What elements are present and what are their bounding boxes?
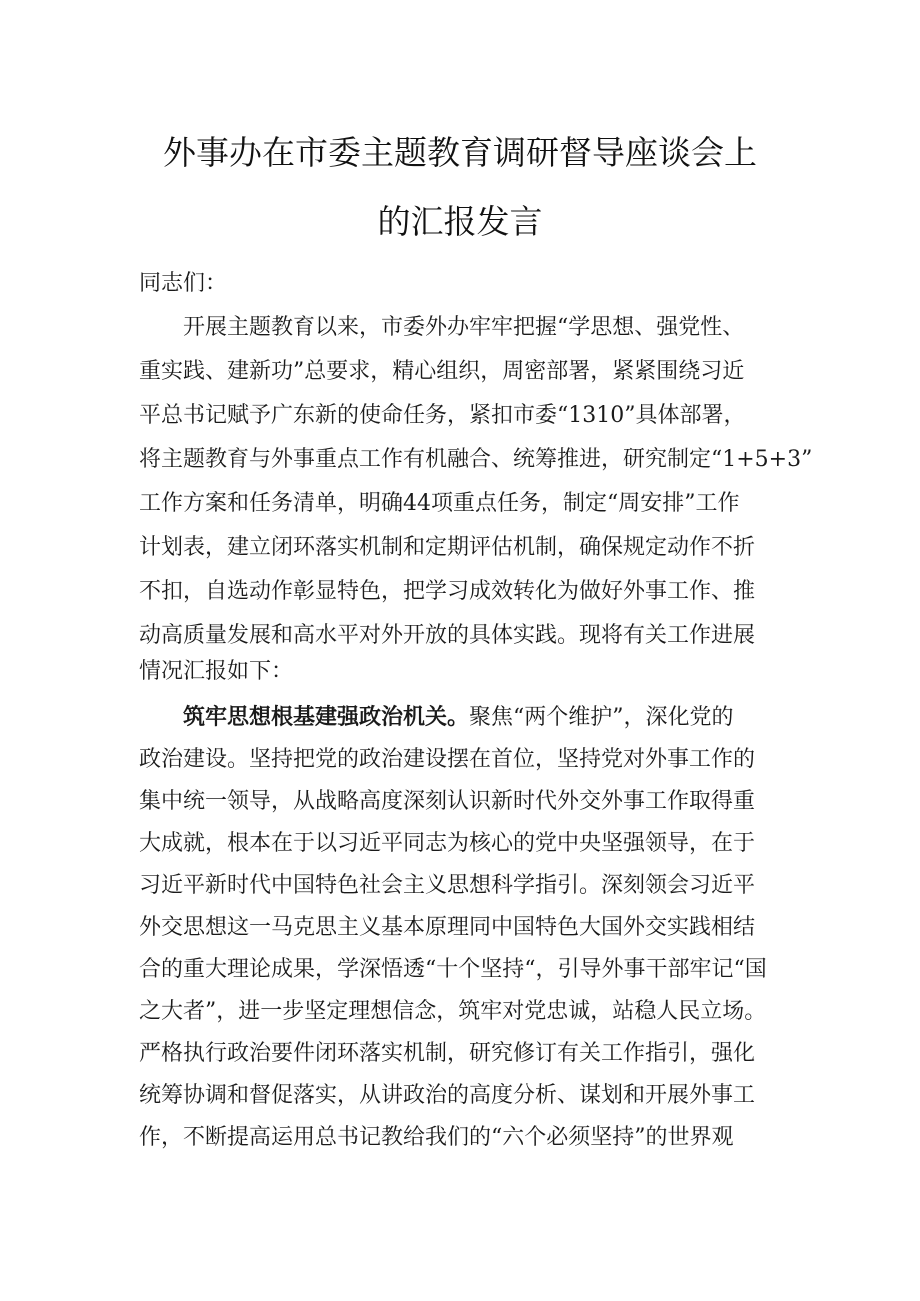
paragraph-1-line: 情况汇报如下： bbox=[139, 659, 294, 684]
paragraph-1-line: 重实践、建新功”总要求，精心组织，周密部署，紧紧围绕习近 bbox=[139, 359, 745, 384]
paragraph-1-line: 平总书记赋予广东新的使命任务，紧扣市委“1310”具体部署， bbox=[139, 403, 746, 428]
paragraph-2-line: 严格执行政治要件闭环落实机制，研究修订有关工作指引，强化 bbox=[139, 1041, 756, 1066]
paragraph-2-first-line bbox=[183, 698, 799, 738]
document-title-line-1: 外事办在市委主题教育调研督导座谈会上 bbox=[163, 133, 757, 172]
paragraph-2-line: 政治建设。坚持把党的政治建设摆在首位，坚持党对外事工作的 bbox=[139, 747, 756, 772]
paragraph-2-first-line-text: 聚焦“两个维护”，深化党的 bbox=[469, 705, 734, 730]
document-title-line-2: 的汇报发言 bbox=[377, 202, 543, 241]
paragraph-2-line: 合的重大理论成果，学深悟透“十个坚持“，引导外事干部牢记“国 bbox=[139, 957, 767, 982]
paragraph-2-line: 作，不断提高运用总书记教给我们的“六个必须坚持”的世界观 bbox=[139, 1125, 734, 1150]
paragraph-2-line: 集中统一领导，从战略高度深刻认识新时代外交外事工作取得重 bbox=[139, 789, 756, 814]
paragraph-2-line: 统筹协调和督促落实，从讲政治的高度分析、谋划和开展外事工 bbox=[139, 1083, 756, 1108]
paragraph-1-line: 动高质量发展和高水平对外开放的具体实践。现将有关工作进展 bbox=[139, 623, 756, 648]
salutation: 同志们： bbox=[139, 271, 228, 296]
paragraph-1-line: 工作方案和任务清单，明确44项重点任务，制定“周安排”工作 bbox=[139, 491, 740, 516]
paragraph-2-line: 大成就，根本在于以习近平同志为核心的党中央坚强领导，在于 bbox=[139, 831, 756, 856]
paragraph-2-line: 之大者”，进一步坚定理想信念，筑牢对党忠诚，站稳人民立场。 bbox=[139, 999, 767, 1024]
paragraph-2-line: 外交思想这一马克思主义基本原理同中国特色大国外交实践相结 bbox=[139, 915, 756, 940]
paragraph-1-line: 计划表，建立闭环落实机制和定期评估机制，确保规定动作不折 bbox=[139, 535, 756, 560]
paragraph-2-heading: 筑牢思想根基建强政治机关。 bbox=[183, 705, 470, 730]
paragraph-2-line: 习近平新时代中国特色社会主义思想科学指引。深刻领会习近平 bbox=[139, 873, 756, 898]
paragraph-1-line: 将主题教育与外事重点工作有机融合、统筹推进，研究制定“1+5+3” bbox=[139, 447, 813, 472]
paragraph-1-line: 不扣，自选动作彰显特色，把学习成效转化为做好外事工作、推 bbox=[139, 579, 756, 604]
paragraph-1-line: 开展主题教育以来，市委外办牢牢把握“学思想、强党性、 bbox=[183, 315, 745, 340]
